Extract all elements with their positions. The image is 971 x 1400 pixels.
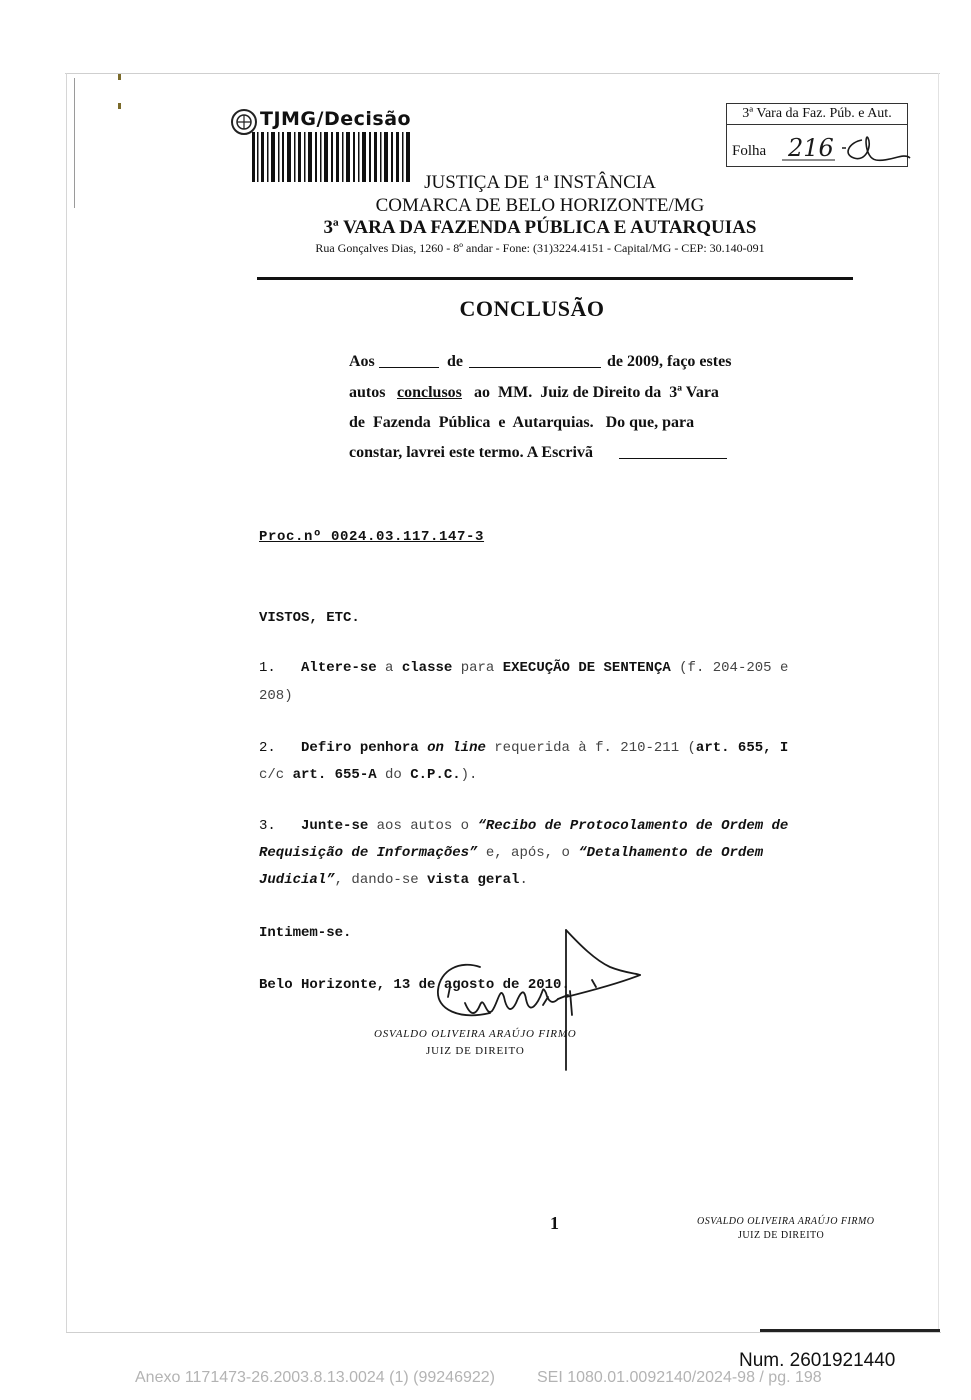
page-edge [74,78,75,208]
item-1-text: classe [401,660,453,676]
item-3-number: 3. [259,818,276,834]
item-3-text: Junte-se [301,818,369,834]
item-1 [259,660,788,676]
header-rule [257,277,853,280]
folha-number-text: 216 [788,134,834,162]
folha-box-header: 3ª Vara da Faz. Púb. e Aut. [727,104,907,125]
folha-handwritten-number [780,128,915,168]
item-3-text: aos autos o [368,818,478,834]
blank-day [379,353,439,368]
signature-role: JUIZ DE DIREITO [426,1045,525,1057]
blank-month [469,353,601,368]
document-number: Num. 2601921440 [739,1350,896,1371]
page-edge [66,1332,941,1333]
item-3-text: , dando-se [334,872,428,888]
item-2-continued [259,767,477,783]
blank-escriva [619,444,727,459]
page-number: 1 [550,1213,559,1233]
anexo-footer [135,1369,822,1387]
item-2-text: C.P.C. [410,767,461,783]
item-2-text: do [376,767,411,783]
item-3-continued [259,845,763,861]
term-juiz: ao MM. Juiz de Direito da 3ª Vara [474,384,719,401]
page-edge [65,73,940,74]
scan-speck [118,74,121,80]
process-number: Proc.nº 0024.03.117.147-3 [259,529,485,545]
footer-signature-name: OSVALDO OLIVEIRA ARAÚJO FIRMO [697,1216,875,1227]
item-2-text: ). [460,767,478,783]
item-3-text: e, após, o [477,845,579,861]
sei-reference: SEI 1080.01.0092140/2024-98 / pg. 198 [537,1369,822,1386]
item-1-text: para [452,660,503,676]
folha-label: Folha [732,143,767,159]
item-1-text: (f. 204-205 e [670,660,789,676]
term-autos: autos [349,384,386,401]
item-1-text: a [376,660,402,676]
item-2-text: c/c [259,767,293,783]
place-date-line: Belo Horizonte, 13 de agosto de 2010. [259,977,570,993]
page-edge [938,73,939,1333]
item-3-text: “Recibo de Protocolamento de Ordem de [477,818,789,834]
item-1-continued: 208) [259,688,293,704]
item-2-number: 2. [259,740,276,756]
anexo-reference: Anexo 1171473-26.2003.8.13.0024 (1) (99246922) [135,1369,495,1386]
signature-name: OSVALDO OLIVEIRA ARAÚJO FIRMO [374,1028,577,1040]
item-3-text: . [519,872,528,888]
item-3-text: Requisição de Informações” [259,845,478,861]
page-edge-shadow [760,1329,940,1332]
item-1-number: 1. [259,660,276,676]
term-aos: Aos [349,353,375,370]
item-2-text: Defiro penhora [301,740,419,756]
header-comarca: COMARCA DE BELO HORIZONTE/MG [375,195,705,216]
tjmg-decisao-label: TJMG/Decisão [260,108,412,130]
item-2 [259,740,788,756]
page-edge [66,73,67,1333]
item-3 [259,818,788,834]
item-3-text: “Detalhamento de Ordem [578,845,764,861]
header-address: Rua Gonçalves Dias, 1260 - 8º andar - Fone: (31)3224.4151 - Capital/MG - CEP: 30.140-091 [315,241,765,255]
item-3-text: vista geral [427,872,520,888]
term-de: de [447,353,463,370]
conclusao-title: CONCLUSÃO [459,296,605,321]
item-2-text: requerida à f. 210-211 ( [485,740,696,756]
scan-speck [118,103,121,109]
term-constar: constar, lavrei este termo. A Escrivã [349,444,593,461]
header-vara: 3ª VARA DA FAZENDA PÚBLICA E AUTARQUIAS [323,217,757,238]
term-fazenda: de Fazenda Pública e Autarquias. Do que, para [349,414,695,431]
vistos-line: VISTOS, ETC. [259,610,360,626]
header-instancia: JUSTIÇA DE 1ª INSTÂNCIA [424,172,656,193]
item-2-text: art. 655, I [695,740,789,756]
item-1-text: EXECUÇÃO DE SENTENÇA [502,660,671,676]
term-conclusos: conclusos [397,384,462,401]
item-1-text: Altere-se [301,660,377,676]
term-year: de 2009, faço estes [607,353,732,370]
item-2-text: art. 655-A [292,767,377,783]
item-3-text: Judicial” [259,872,335,888]
item-3-continued [259,872,528,888]
intimem-line: Intimem-se. [259,925,352,941]
footer-signature-role: JUIZ DE DIREITO [738,1230,825,1241]
item-2-text: on line [427,740,486,756]
